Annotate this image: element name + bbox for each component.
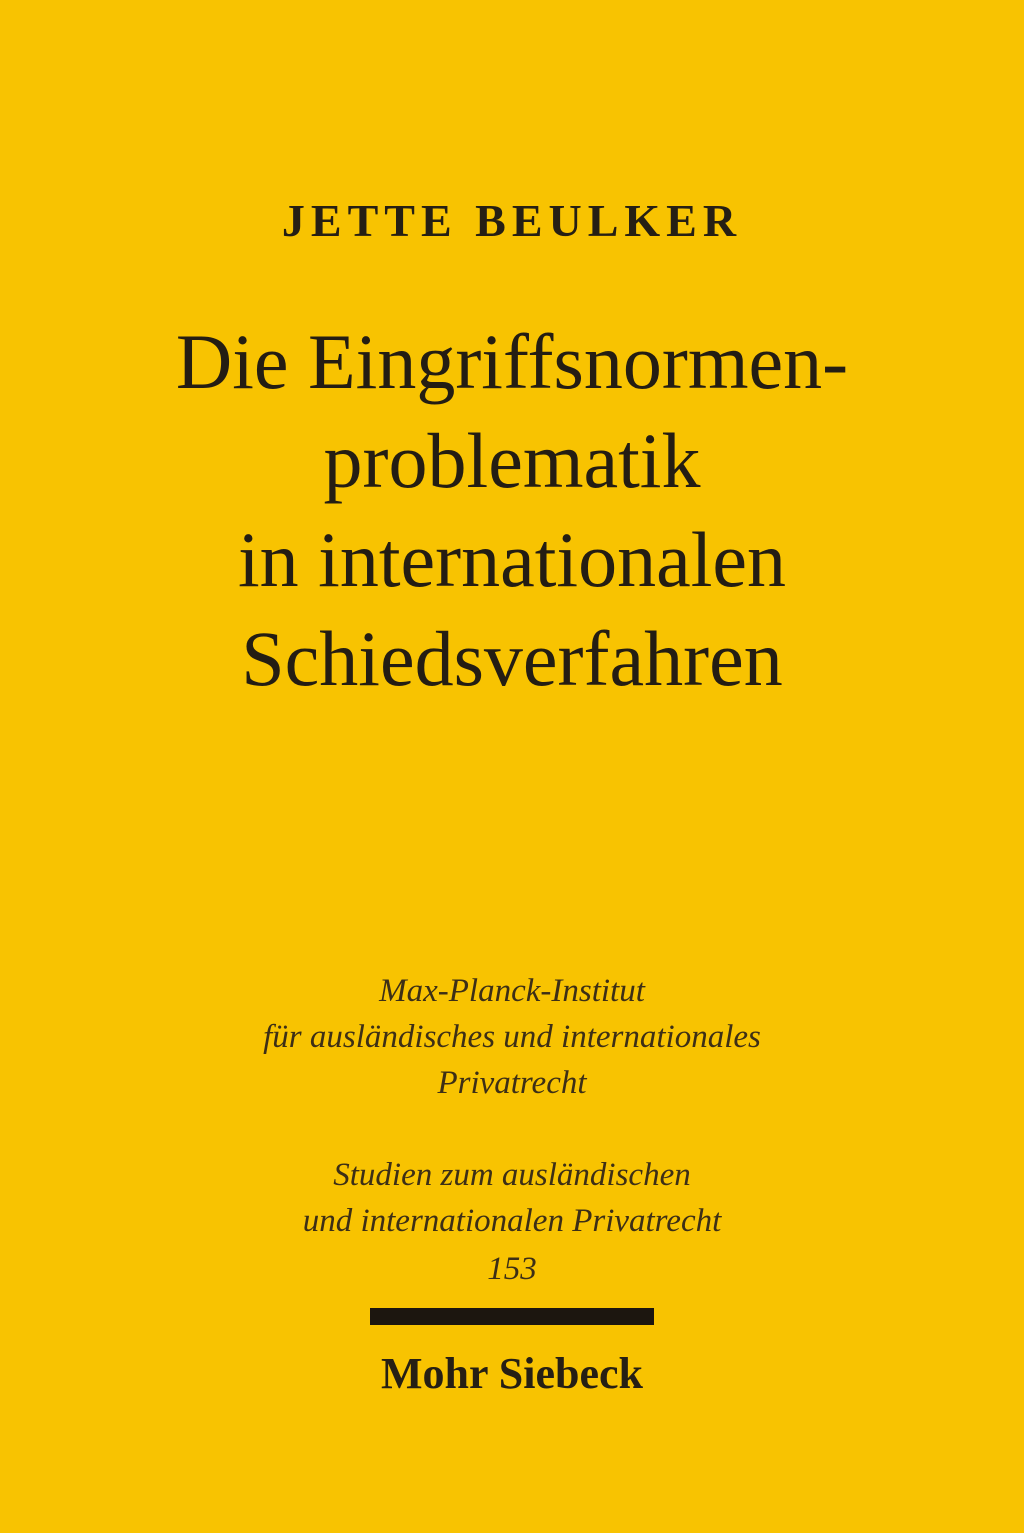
- series-line-2: und internationalen Privatrecht: [302, 1203, 722, 1239]
- institute-line-1: Max-Planck-Institut: [379, 973, 645, 1009]
- book-title: [0, 312, 1024, 708]
- series-line-1: Studien zum ausländischen: [333, 1157, 691, 1193]
- institute-line-2: für ausländisches und internationales: [263, 1019, 761, 1055]
- institute-block: [0, 968, 1024, 1106]
- title-line-3: in internationalen: [238, 516, 786, 603]
- author-name: JETTE BEULKER: [281, 195, 743, 246]
- institute-line-3: Privatrecht: [437, 1065, 587, 1101]
- divider-bar: [370, 1308, 654, 1325]
- series-block: [0, 1152, 1024, 1292]
- series-number: 153: [487, 1251, 537, 1287]
- title-line-2: problematik: [323, 417, 701, 504]
- publisher-name: Mohr Siebeck: [381, 1349, 643, 1398]
- title-line-4: Schiedsverfahren: [241, 615, 783, 702]
- title-line-1: Die Eingriffsnormen-: [175, 318, 849, 405]
